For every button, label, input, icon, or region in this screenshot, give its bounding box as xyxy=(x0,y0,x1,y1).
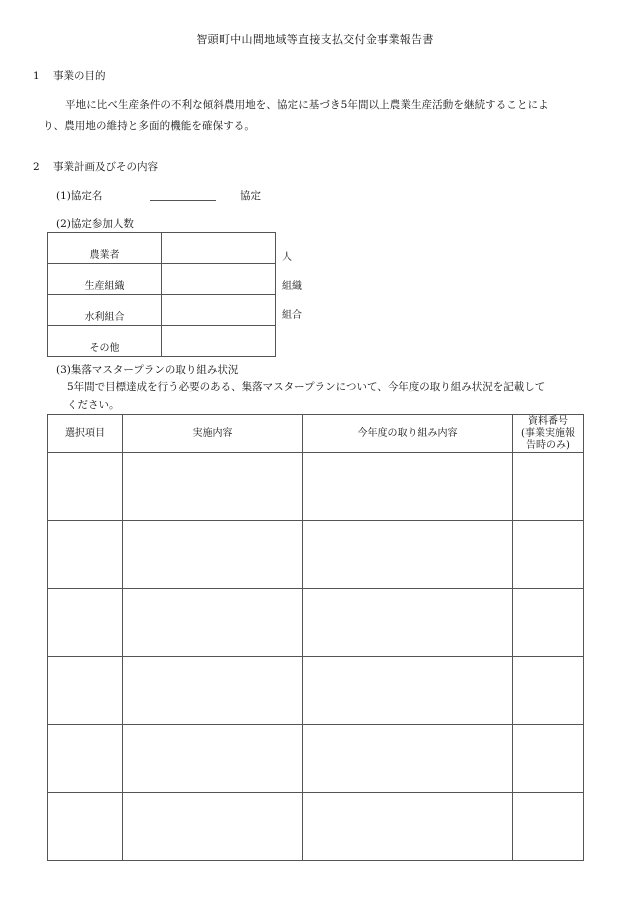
section2-number: 2 xyxy=(33,161,40,173)
cell-doc-number[interactable] xyxy=(513,793,584,861)
section2-heading xyxy=(33,159,158,174)
cell-item[interactable] xyxy=(48,657,123,725)
cell-item[interactable] xyxy=(48,589,123,657)
table-row xyxy=(48,725,584,793)
description-line-2: ください。 xyxy=(67,399,120,411)
agreement-name-suffix: 協定 xyxy=(240,190,261,202)
participant-unit: 人 xyxy=(282,252,292,263)
participant-count-field[interactable] xyxy=(162,233,276,264)
cell-item[interactable] xyxy=(48,521,123,589)
table-row xyxy=(48,326,276,357)
table-row xyxy=(48,453,584,521)
master-plan-table xyxy=(47,414,584,861)
header-selected-item: 選択項目 xyxy=(48,415,123,453)
description-line-1: 5年間で目標達成を行う必要のある、集落マスタープランについて、今年度の取り組み状況を記載して xyxy=(67,381,546,393)
table-row xyxy=(48,233,276,264)
cell-content[interactable] xyxy=(123,453,303,521)
cell-this-year[interactable] xyxy=(303,521,513,589)
participant-count-field[interactable] xyxy=(162,264,276,295)
participant-count-field[interactable] xyxy=(162,295,276,326)
master-plan-description xyxy=(67,378,592,414)
cell-doc-number[interactable] xyxy=(513,657,584,725)
master-plan-label: (3)集落マスタープランの取り組み状況 xyxy=(56,364,239,376)
cell-this-year[interactable] xyxy=(303,589,513,657)
cell-this-year[interactable] xyxy=(303,793,513,861)
cell-item[interactable] xyxy=(48,453,123,521)
table-header-row xyxy=(48,415,584,453)
section1-number: 1 xyxy=(33,70,40,82)
cell-this-year[interactable] xyxy=(303,657,513,725)
cell-doc-number[interactable] xyxy=(513,589,584,657)
cell-item[interactable] xyxy=(48,793,123,861)
cell-this-year[interactable] xyxy=(303,725,513,793)
header-doc-number-line: (事業実施報 xyxy=(521,427,575,439)
participant-category: その他 xyxy=(48,326,162,357)
participant-unit: 組合 xyxy=(282,310,302,321)
table-row xyxy=(48,589,584,657)
participants-label: (2)協定参加人数 xyxy=(56,218,134,230)
header-implementation: 実施内容 xyxy=(123,415,303,453)
participant-category: 生産組織 xyxy=(48,264,162,295)
participant-unit: 組織 xyxy=(282,281,302,292)
table-row xyxy=(48,521,584,589)
agreement-name-field[interactable] xyxy=(150,200,216,201)
header-doc-number xyxy=(513,415,584,453)
cell-doc-number[interactable] xyxy=(513,521,584,589)
table-row xyxy=(48,264,276,295)
participant-category: 農業者 xyxy=(48,233,162,264)
cell-content[interactable] xyxy=(123,657,303,725)
section1-heading xyxy=(33,68,106,83)
paragraph-line-1: 平地に比べ生産条件の不利な傾斜農用地を、協定に基づき5年間以上農業生産活動を継続することによ xyxy=(65,99,549,111)
cell-doc-number[interactable] xyxy=(513,453,584,521)
section2-heading-text: 事業計画及びその内容 xyxy=(53,161,158,173)
cell-item[interactable] xyxy=(48,725,123,793)
cell-content[interactable] xyxy=(123,589,303,657)
section1-heading-text: 事業の目的 xyxy=(53,70,106,82)
table-row xyxy=(48,295,276,326)
participant-category: 水利組合 xyxy=(48,295,162,326)
cell-content[interactable] xyxy=(123,793,303,861)
header-doc-number-line: 告時のみ) xyxy=(526,439,570,451)
agreement-name-label: (1)協定名 xyxy=(56,190,103,202)
document-title: 智頭町中山間地域等直接支払交付金事業報告書 xyxy=(196,33,434,46)
paragraph-line-2: り、農用地の維持と多面的機能を確保する。 xyxy=(43,120,255,132)
cell-this-year[interactable] xyxy=(303,453,513,521)
participants-table xyxy=(47,232,276,357)
participant-count-field[interactable] xyxy=(162,326,276,357)
header-this-year: 今年度の取り組み内容 xyxy=(303,415,513,453)
section1-paragraph xyxy=(43,95,592,137)
cell-doc-number[interactable] xyxy=(513,725,584,793)
header-doc-number-line: 資料番号 xyxy=(528,415,568,427)
table-row xyxy=(48,793,584,861)
cell-content[interactable] xyxy=(123,725,303,793)
cell-content[interactable] xyxy=(123,521,303,589)
table-row xyxy=(48,657,584,725)
